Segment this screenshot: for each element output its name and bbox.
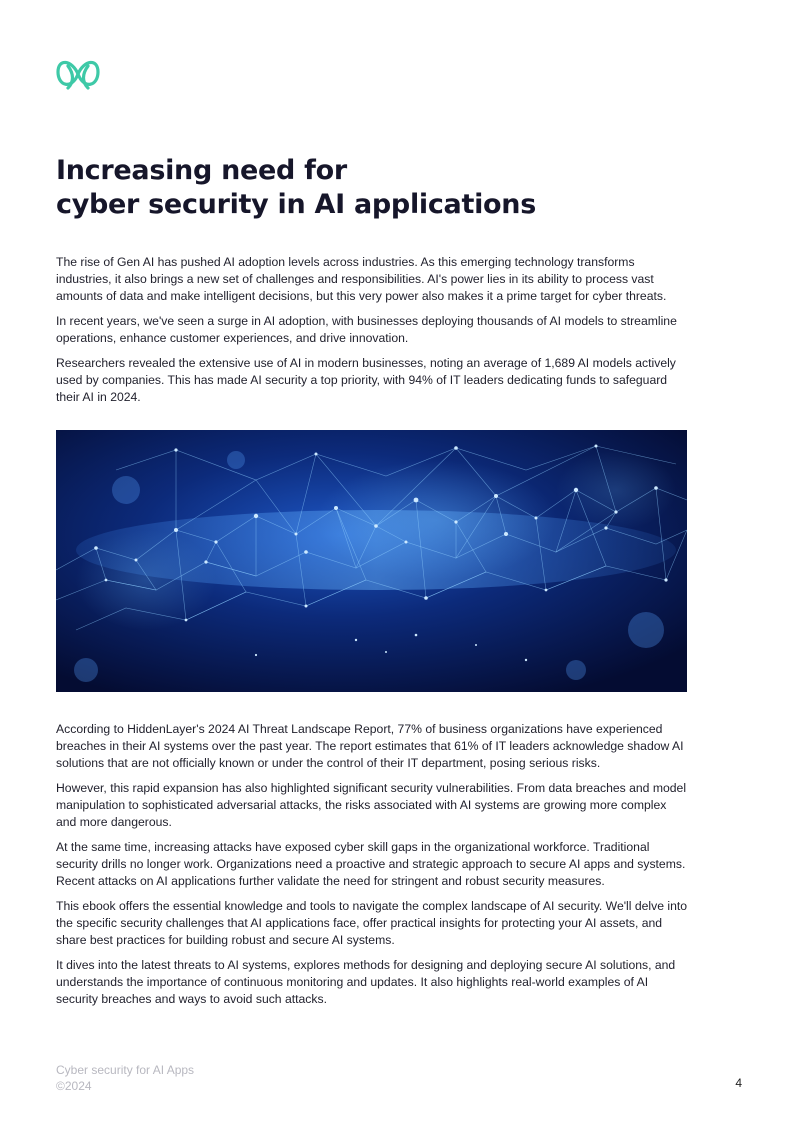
intro-paragraph: Researchers revealed the extensive use of AI in modern businesses, noting an average of 1,689 AI models actively used by companies. This has made AI security a top priority, with 94% of IT leaders dedicating funds to safeguard their AI in 2024. xyxy=(56,356,676,404)
body-paragraph: However, this rapid expansion has also highlighted significant security vulnerabilities. From data breaches and model manipulation to sophisticated adversarial attacks, the risks associated with AI systems are growing more complex and more dangerous. xyxy=(56,781,687,829)
body-paragraph: It dives into the latest threats to AI systems, explores methods for designing and deploying secure AI solutions, and understands the importance of continuous monitoring and updates. It also highlights real-world examples of AI security breaches and ways to avoid such attacks. xyxy=(56,958,676,1006)
footer-doc-title: Cyber security for AI Apps xyxy=(56,1063,195,1077)
intro-paragraph: The rise of Gen AI has pushed AI adoption levels across industries. As this emerging technology transforms industries, it also brings a new set of challenges and responsibilities. AI's power lies in its ability to process vast amounts of data and make intelligent decisions, but this very power also makes it a prime target for cyber threats. xyxy=(56,255,667,303)
body-paragraph: At the same time, increasing attacks have exposed cyber skill gaps in the organizational workforce. Traditional security drills no longer work. Organizations need a proactive and strategic approach to secure AI apps and systems. Recent attacks on AI applications further validate the need for stringent and robust security measures. xyxy=(56,840,686,888)
body-paragraph: According to HiddenLayer's 2024 AI Threat Landscape Report, 77% of business organizations have experienced breaches in their AI systems over the past year. The report estimates that 61% of IT leaders acknowledge shadow AI solutions that are not officially known or under the control of their IT department, posing serious risks. xyxy=(56,722,684,770)
intro-paragraph: In recent years, we've seen a surge in AI adoption, with businesses deploying thousands of AI models to streamline operations, enhance customer experiences, and drive innovation. xyxy=(56,314,677,345)
hiddenlayer-loop-logo-icon xyxy=(54,54,102,94)
body-section xyxy=(56,721,688,1016)
network-mesh-image xyxy=(56,430,687,692)
body-paragraph: This ebook offers the essential knowledge and tools to navigate the complex landscape of AI security. We'll delve into the specific security challenges that AI applications face, offer practical insights for protecting your AI assets, and share best practices for building robust and secure AI systems. xyxy=(56,899,688,947)
page-title-line-1: Increasing need for xyxy=(56,155,347,186)
footer-copyright: ©2024 xyxy=(56,1079,92,1093)
page-title xyxy=(56,154,696,222)
intro-section xyxy=(56,254,688,414)
footer xyxy=(56,1062,194,1094)
page-number: 4 xyxy=(735,1076,742,1090)
page-title-line-2: cyber security in AI applications xyxy=(56,189,536,220)
